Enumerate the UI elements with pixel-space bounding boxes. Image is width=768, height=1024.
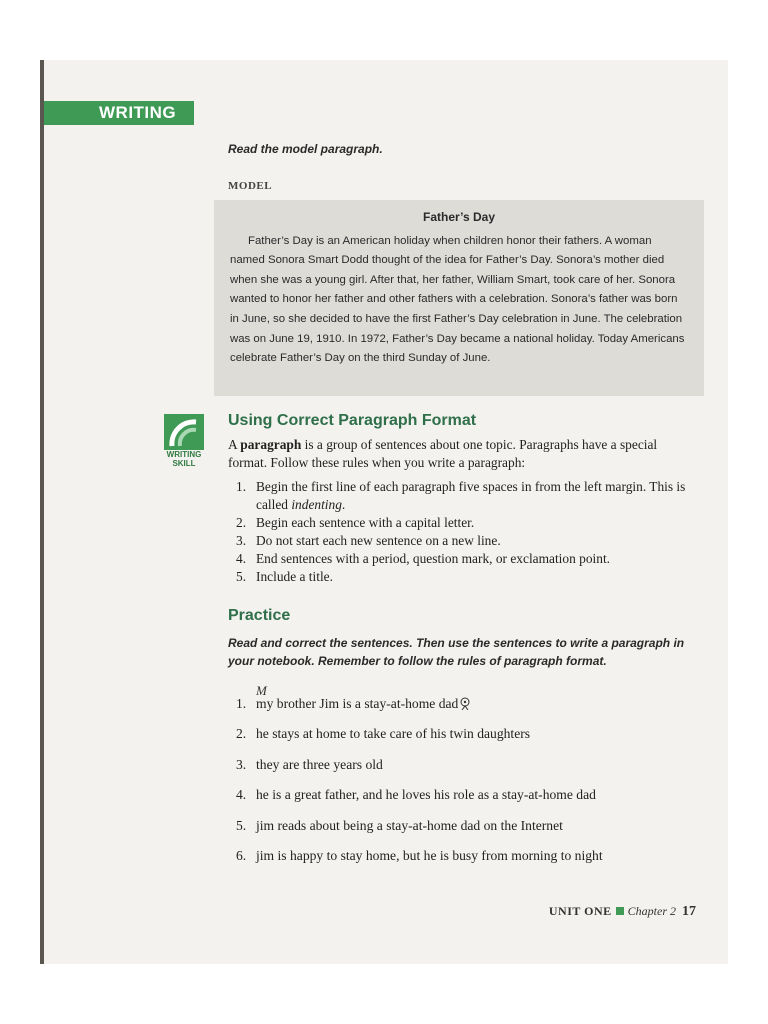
- sentence-text: my brother Jim is a stay-at-home dad: [256, 696, 459, 711]
- writing-skill-label: [160, 450, 208, 468]
- rule-text: Begin each sentence with a capital letter.: [256, 515, 475, 530]
- model-instruction: Read the model paragraph.: [228, 142, 383, 156]
- sentence-number: 3.: [236, 756, 247, 772]
- rule-item: [236, 568, 696, 586]
- rules-list: [236, 478, 696, 586]
- rule-text: Begin the first line of each paragraph five spaces in from the left margin. This is called: [256, 479, 686, 512]
- rule-text: Do not start each new sentence on a new line.: [256, 533, 501, 548]
- intro-before: A: [228, 437, 241, 452]
- model-title: Father’s Day: [422, 210, 496, 224]
- footer-square-icon: [616, 907, 624, 915]
- sentence-item: [236, 816, 706, 846]
- skill-heading: Using Correct Paragraph Format: [228, 412, 477, 429]
- rule-emphasis: indenting: [291, 497, 342, 512]
- sentence-number: 6.: [236, 847, 247, 863]
- sentence-item: [236, 755, 706, 785]
- sentence-item: [236, 724, 706, 754]
- rule-item: [236, 514, 696, 532]
- sentence-text: he is a great father, and he loves his role as a stay-at-home dad: [256, 787, 596, 803]
- sentence-text: jim is happy to stay home, but he is busy from morning to night: [256, 847, 603, 863]
- rule-end: .: [341, 497, 346, 512]
- sentence-number: 5.: [236, 817, 247, 833]
- sentence-number: 2.: [236, 726, 247, 742]
- rule-item: [236, 478, 696, 514]
- intro-after: is a group of sentences about one topic. Paragraphs have a special format. Follow these rules when you write a paragraph:: [228, 437, 658, 470]
- page-footer: [549, 904, 696, 920]
- sentence-text: jim reads about being a stay-at-home dad on the Internet: [256, 817, 563, 833]
- sentence-item: [236, 694, 706, 724]
- rule-text: Include a title.: [256, 569, 333, 584]
- rule-item: [236, 532, 696, 550]
- rule-number: 3.: [236, 533, 247, 548]
- skill-intro: [228, 436, 698, 472]
- practice-instruction: Read and correct the sentences. Then use the sentences to write a paragraph in your notebook. Remember to follow the rules of paragraph format.: [228, 636, 685, 668]
- footer-chapter: Chapter 2: [627, 904, 676, 918]
- rule-number: 2.: [236, 515, 247, 530]
- model-paragraph-box: [214, 200, 704, 396]
- skill-label-line1: WRITING: [166, 450, 202, 459]
- rule-number: 4.: [236, 551, 247, 566]
- rule-number: 5.: [236, 569, 247, 584]
- rule-number: 1.: [236, 479, 247, 494]
- rule-text: End sentences with a period, question mark, or exclamation point.: [256, 551, 611, 566]
- section-title: WRITING: [99, 103, 177, 122]
- model-label: MODEL: [228, 180, 273, 192]
- practice-heading: Practice: [228, 607, 291, 624]
- correction-mark: M: [256, 683, 267, 698]
- model-body: Father’s Day is an American holiday when children honor their fathers. A woman named Sonora Smart Dodd thought of the idea for Father’s Day. Sonora’s mother died when she was a young girl. After that, her father, William Smart, took care of her. Sonora wanted to honor her father and other fathers with a celebration. Sonora’s father was born in June, so she decided to have the first Father’s Day celebration in June. The celebration was on June 19, 1910. In 1972, Father’s Day became a national holiday. Today Americans celebrate Father’s Day on the third Sunday of June.: [230, 234, 685, 365]
- sentence-number: 4.: [236, 787, 247, 803]
- writing-skill-icon: [164, 414, 204, 450]
- sentence-text: they are three years old: [256, 756, 383, 772]
- sentence-number: 1.: [236, 696, 247, 711]
- skill-label-line2: SKILL: [172, 459, 196, 468]
- sentence-item: [236, 785, 706, 815]
- page-number: 17: [682, 904, 696, 919]
- sentence-item: [236, 846, 706, 876]
- footer-unit: UNIT ONE: [548, 904, 612, 918]
- period-correction-icon: [459, 696, 471, 710]
- rule-item: [236, 550, 696, 568]
- practice-sentences: [236, 694, 706, 876]
- sentence-text: he stays at home to take care of his twin daughters: [256, 726, 531, 742]
- intro-term: paragraph: [240, 437, 302, 452]
